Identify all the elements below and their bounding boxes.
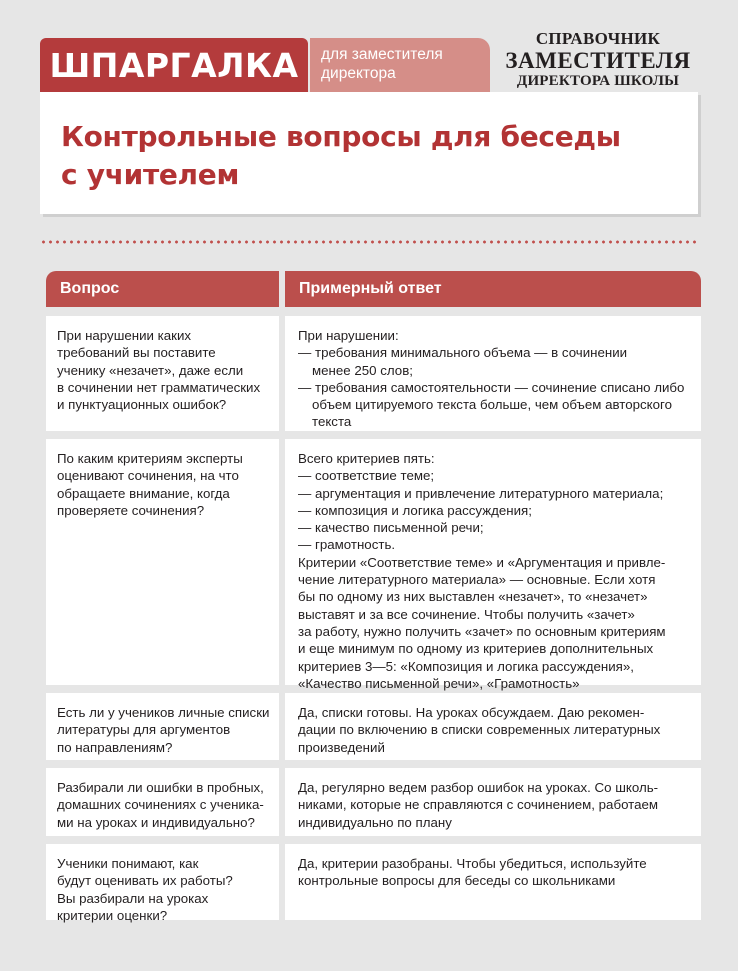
question-text-line: Разбирали ли ошибки в пробных, xyxy=(57,780,264,795)
answer-text-line: Да, списки готовы. На уроках обсуждаем. Даю рекомен- xyxy=(298,705,645,720)
question-text-line: домашних сочинениях с ученика- xyxy=(57,797,264,813)
question-text-line: Вы разбирали на уроках xyxy=(57,890,209,906)
question-text-line: будут оценивать их работы? xyxy=(57,873,233,889)
question-text-line: Ученики понимают, как xyxy=(57,856,199,871)
answer-text-line: текста xyxy=(312,414,352,430)
question-cell xyxy=(46,439,279,685)
answer-text-line: критериев 3—5: «Композиция и логика рассуждения», xyxy=(298,658,634,674)
answer-text-line: — требования самостоятельности — сочинение списано либо xyxy=(298,379,685,395)
title-line: Контрольные вопросы для беседы xyxy=(61,120,621,153)
answer-text-line: никами, которые не справляются с сочинением, работаем xyxy=(298,797,659,813)
answer-text-line: При нарушении: xyxy=(298,328,399,343)
answer-cell xyxy=(285,768,701,836)
answer-text-line: менее 250 слов; xyxy=(312,362,413,378)
answer-cell xyxy=(285,844,701,920)
brand-line: ЗАМЕСТИТЕЛЯ xyxy=(505,48,691,73)
answer-text-line: чение литературного материала» — основные. Если хотя xyxy=(298,572,656,588)
answer-text-line: и еще минимум по одному из критериев дополнительных xyxy=(298,641,654,657)
audience-line: директора xyxy=(321,65,396,82)
brand-line: ДИРЕКТОРА ШКОЛЫ xyxy=(516,73,680,89)
question-text-line: При нарушении каких xyxy=(57,328,192,343)
dotted-divider xyxy=(40,240,700,244)
answer-text-line: — композиция и логика рассуждения; xyxy=(298,502,532,518)
title-card xyxy=(40,92,698,214)
question-text-line: литературы для аргументов xyxy=(57,722,231,738)
question-text-line: и пунктуационных ошибок? xyxy=(57,397,227,413)
audience-line: для заместителя xyxy=(321,46,443,63)
answer-text-line: Критерии «Соответствие теме» и «Аргументация и привле- xyxy=(298,554,666,570)
answer-cell xyxy=(285,316,701,431)
question-text-line: по направлениям? xyxy=(57,739,173,755)
answer-text-line: — аргументация и привлечение литературного материала; xyxy=(298,485,664,501)
answer-text-line: — качество письменной речи; xyxy=(298,520,484,536)
question-text-line: проверяете сочинения? xyxy=(57,502,205,518)
answer-text-line: — соответствие теме; xyxy=(298,468,435,484)
question-text-line: По каким критериям эксперты xyxy=(57,451,243,466)
answer-text-line: дации по включению в списки современных литературных xyxy=(298,722,661,738)
column-header-question: Вопрос xyxy=(46,271,279,307)
answer-text-line: Да, регулярно ведем разбор ошибок на уроках. Со школь- xyxy=(298,780,659,795)
answer-cell xyxy=(285,693,701,760)
page-title xyxy=(61,118,681,194)
publication-logo xyxy=(498,30,698,92)
brand-line: СПРАВОЧНИК xyxy=(535,29,661,48)
question-cell xyxy=(46,844,279,923)
question-text-line: оценивают сочинения, на что xyxy=(57,468,239,484)
question-cell xyxy=(46,693,279,760)
question-cell xyxy=(46,316,279,431)
answer-text-line: индивидуально по плану xyxy=(298,814,452,830)
answer-text-line: бы по одному из них выставлен «незачет», то «незачет» xyxy=(298,589,648,605)
answer-cell xyxy=(285,439,701,691)
question-text-line: в сочинении нет грамматических xyxy=(57,379,261,395)
answer-text-line: выставят и за все сочинение. Чтобы получить «зачет» xyxy=(298,606,635,622)
audience-label xyxy=(310,38,490,92)
question-text-line: критерии оценки? xyxy=(57,907,168,923)
question-cell xyxy=(46,768,279,836)
question-text-line: обращаете внимание, когда xyxy=(57,485,230,501)
answer-text-line: Да, критерии разобраны. Чтобы убедиться, используйте xyxy=(298,856,647,871)
answer-text-line: Всего критериев пять: xyxy=(298,451,435,466)
column-header-answer: Примерный ответ xyxy=(285,271,701,307)
answer-text-line: контрольные вопросы для беседы со школьниками xyxy=(298,873,616,889)
answer-text-line: за работу, нужно получить «зачет» по основным критериям xyxy=(298,623,666,639)
question-text-line: требований вы поставите xyxy=(57,345,216,361)
question-text-line: ми на уроках и индивидуально? xyxy=(57,814,255,830)
answer-text-line: — требования минимального объема — в сочинении xyxy=(298,345,628,361)
answer-text-line: «Качество письменной речи», «Грамотность» xyxy=(298,675,580,691)
answer-text-line: произведений xyxy=(298,739,385,755)
answer-text-line: объем цитируемого текста больше, чем объем авторского xyxy=(312,397,672,413)
question-text-line: Есть ли у учеников личные списки xyxy=(57,705,270,720)
question-text-line: ученику «незачет», даже если xyxy=(57,362,244,378)
title-line: с учителем xyxy=(61,158,240,191)
answer-text-line: — грамотность. xyxy=(298,537,396,553)
cheatsheet-label: ШПАРГАЛКА xyxy=(40,38,308,92)
